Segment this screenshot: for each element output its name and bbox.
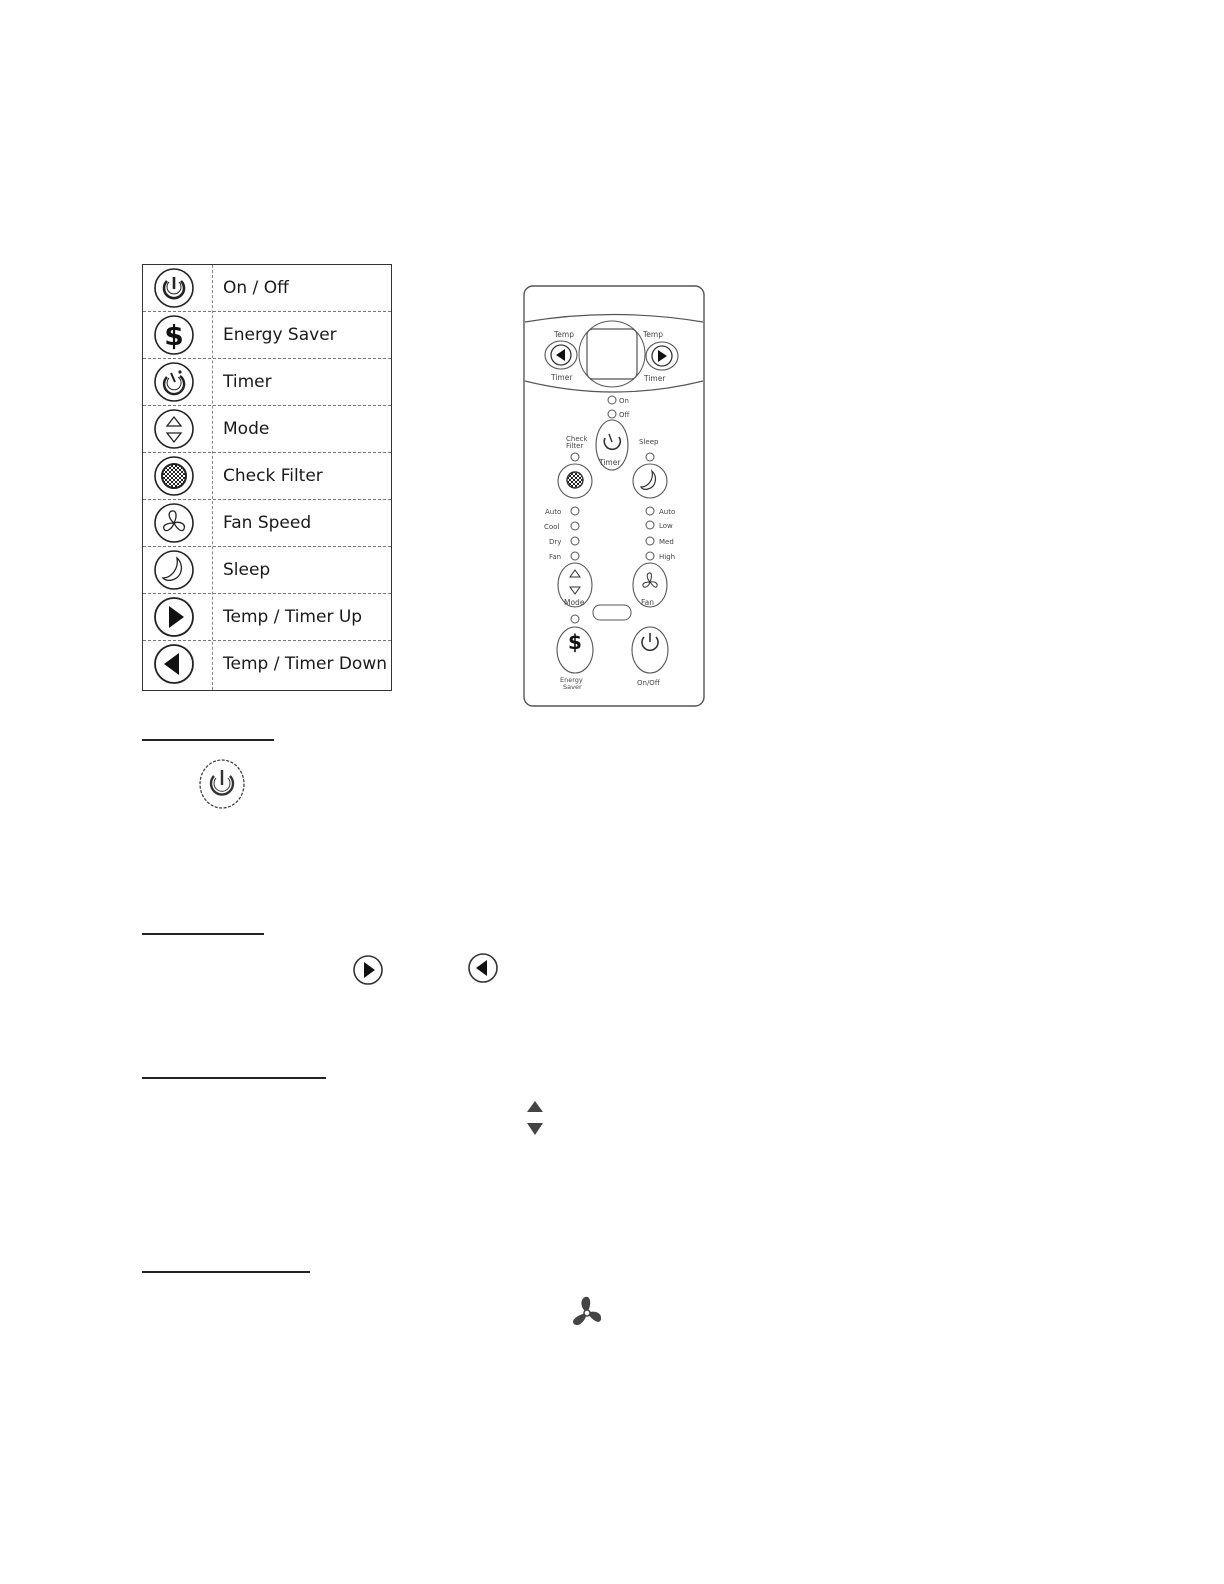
- fan-button-label: Fan: [641, 598, 654, 607]
- temp-left-label: Temp: [554, 330, 574, 339]
- legend-row-temp-timer-down: [143, 641, 391, 688]
- legend-row-fan-speed: [143, 500, 391, 547]
- mode-auto-led: [571, 507, 579, 515]
- mode-dry-led: [571, 537, 579, 545]
- timer-left-label: Timer: [551, 373, 573, 382]
- legend-row-on-off: [143, 265, 391, 312]
- mode-led-label: Auto: [545, 508, 562, 516]
- timer-icon: [153, 361, 195, 403]
- energy-saver-led: [571, 615, 579, 623]
- display-screen: [587, 329, 637, 379]
- check-filter-label-line2: Filter: [566, 442, 584, 450]
- timer-on-label: On: [619, 397, 629, 405]
- sleep-led: [646, 453, 654, 461]
- fan-led-label: High: [659, 553, 676, 561]
- section-heading-underline: [142, 933, 264, 935]
- fan-low-led: [646, 521, 654, 529]
- moon-icon: [153, 549, 195, 591]
- timer-right-label: Timer: [644, 374, 666, 383]
- on-off-label: On/Off: [637, 679, 660, 687]
- timer-on-led: [608, 396, 616, 404]
- fan-high-led: [646, 552, 654, 560]
- fan-led-label: Low: [659, 522, 673, 530]
- legend-row-temp-timer-up: [143, 594, 391, 641]
- mode-cool-led: [571, 522, 579, 530]
- triangle-left-icon: [153, 643, 195, 685]
- legend-row-sleep: [143, 547, 391, 594]
- check-filter-icon: [567, 472, 583, 488]
- dollar-icon: $: [568, 630, 582, 654]
- timer-off-label: Off: [619, 411, 630, 419]
- triangle-left-icon: [466, 951, 500, 985]
- power-icon: [196, 757, 248, 811]
- triangle-right-icon: [153, 596, 195, 638]
- legend-row-mode: [143, 406, 391, 453]
- timer-button-label: Timer: [599, 458, 621, 467]
- legend-label: Fan Speed: [223, 513, 312, 533]
- check-filter-icon: [153, 455, 195, 497]
- mode-fan-led: [571, 552, 579, 560]
- section-heading-underline: [142, 1077, 326, 1079]
- power-icon: [153, 267, 195, 309]
- check-filter-label-line1: Check: [566, 435, 588, 443]
- check-filter-led: [571, 453, 579, 461]
- energy-saver-label-line1: Energy: [560, 676, 583, 684]
- legend-label: Energy Saver: [223, 325, 337, 345]
- fan-med-led: [646, 537, 654, 545]
- control-panel-diagram: [523, 285, 705, 707]
- energy-saver-label-line2: Saver: [563, 683, 582, 691]
- legend-label: Mode: [223, 419, 270, 439]
- legend-row-energy-saver: [143, 312, 391, 359]
- legend-row-timer: [143, 359, 391, 406]
- legend-label: On / Off: [223, 278, 289, 298]
- legend-label: Temp / Timer Down: [223, 654, 388, 674]
- up-down-arrows-icon: [524, 1099, 546, 1139]
- section-heading-underline: [142, 1271, 310, 1273]
- receiver-window: [593, 605, 631, 620]
- timer-off-led: [608, 410, 616, 418]
- triangle-right-icon: [351, 953, 385, 987]
- mode-led-label: Fan: [549, 553, 562, 561]
- legend-row-check-filter: [143, 453, 391, 500]
- fan-led-label: Med: [659, 538, 674, 546]
- legend-label: Sleep: [223, 560, 271, 580]
- legend-label: Timer: [223, 372, 272, 392]
- fan-icon: [153, 502, 195, 544]
- mode-button-label: Mode: [564, 598, 585, 607]
- mode-led-label: Dry: [549, 538, 562, 546]
- button-legend-table: [142, 264, 392, 691]
- mode-icon: [153, 408, 195, 450]
- svg-text:$: $: [164, 319, 184, 352]
- fan-led-label: Auto: [659, 508, 676, 516]
- mode-led-label: Cool: [544, 523, 560, 531]
- sleep-label: Sleep: [639, 438, 659, 446]
- fan-icon: [566, 1292, 608, 1334]
- section-heading-underline: [142, 739, 274, 741]
- fan-auto-led: [646, 507, 654, 515]
- legend-label: Check Filter: [223, 466, 323, 486]
- legend-label: Temp / Timer Up: [223, 607, 363, 627]
- temp-right-label: Temp: [643, 330, 663, 339]
- dollar-icon: [153, 314, 195, 356]
